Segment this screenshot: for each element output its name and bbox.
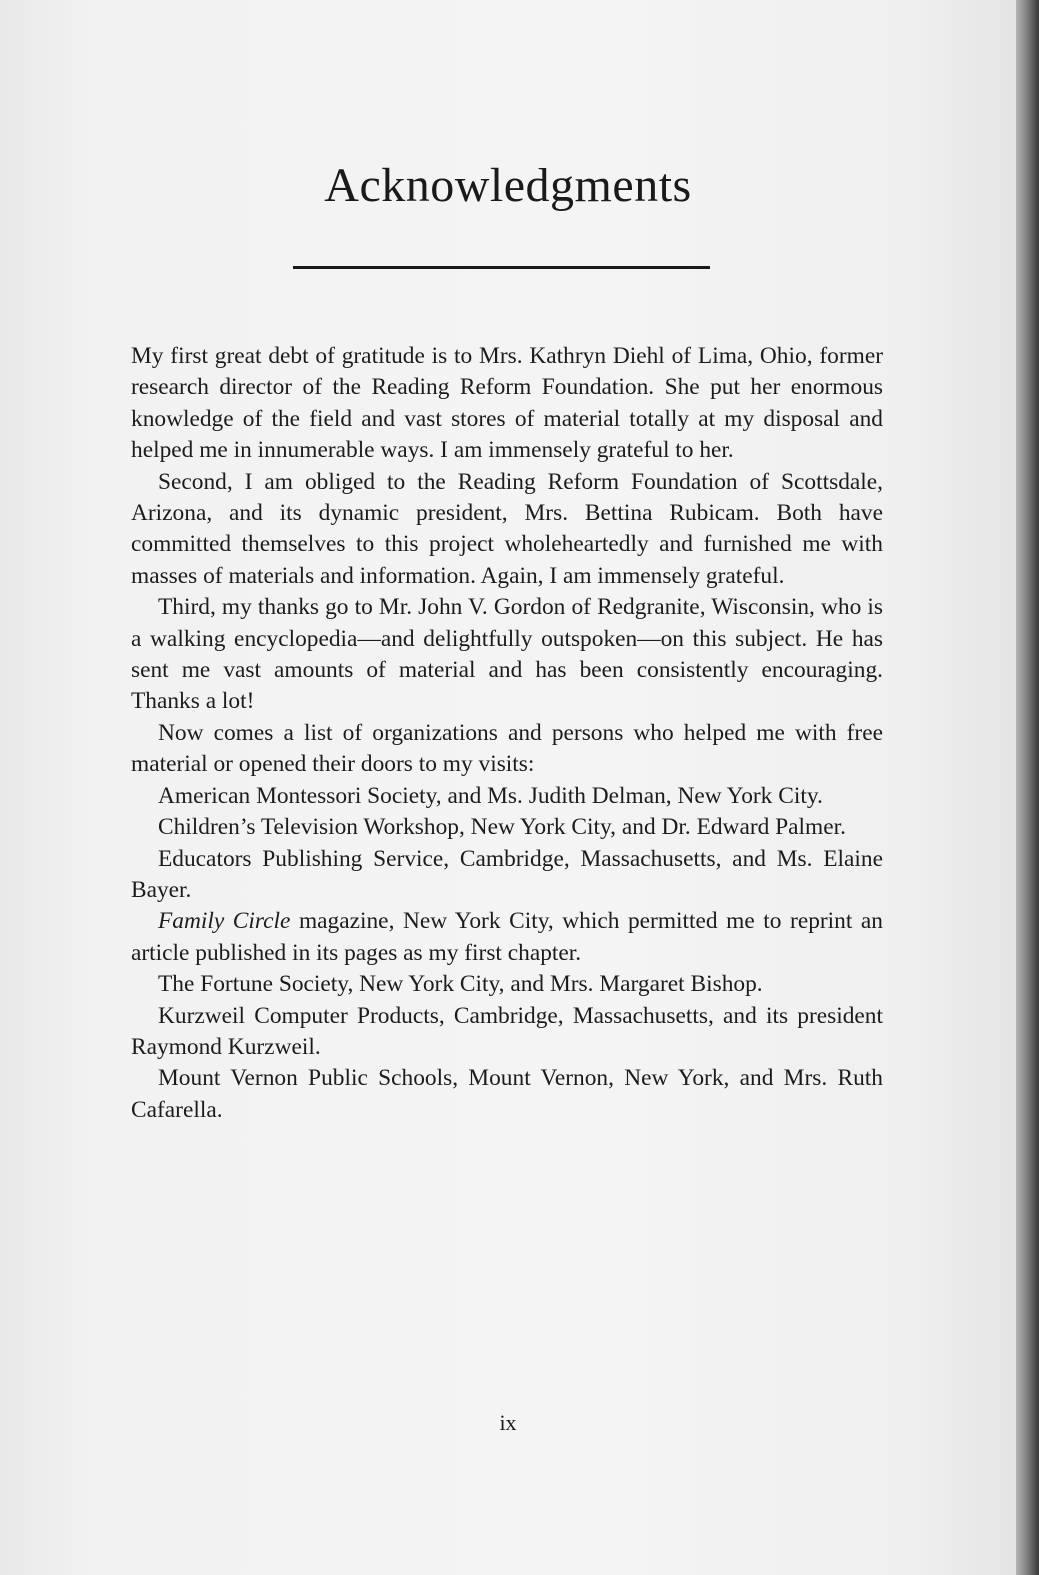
list-entry-kurzweil: Kurzweil Computer Products, Cambridge, Massachusetts, and its president Raymond Kurzweil. [131,1002,883,1060]
title-rule [293,266,710,269]
page-title: Acknowledgments [324,159,692,212]
body-text [131,341,883,1126]
list-entry-eps: Educators Publishing Service, Cambridge, Massachusetts, and Ms. Elaine Bayer. [131,845,883,903]
list-entry-mount-vernon: Mount Vernon Public Schools, Mount Vernon, New York, and Mrs. Ruth Cafarella. [131,1065,883,1123]
list-entry-montessori: American Montessori Society, and Ms. Judith Delman, New York City. [158,782,823,809]
magazine-title: Family Circle [158,908,291,935]
paragraph-1: My first great debt of gratitude is to Mrs. Kathryn Diehl of Lima, Ohio, former research director of the Reading Reform Foundation. She put her enormous knowledge of the field and vast stores of material totally at my disposal and helped me in innumerable ways. I am immensely grateful to her. [131,343,883,464]
list-entry-fortune: The Fortune Society, New York City, and Mrs. Margaret Bishop. [158,971,763,998]
paragraph-3: Third, my thanks go to Mr. John V. Gordon of Redgranite, Wisconsin, who is a walking encyclopedia—and delightfully outspoken—on this subject. He has sent me vast amounts of material and has been consistently encouraging. Thanks a lot! [131,594,883,715]
paragraph-4: Now comes a list of organizations and persons who helped me with free material or opened their doors to my visits: [131,719,883,778]
page-number: ix [499,1410,517,1435]
list-entry-family-circle [131,906,883,969]
page-edge-shadow [1016,0,1039,1575]
list-entry-ctw: Children’s Television Workshop, New York City, and Dr. Edward Palmer. [158,814,846,841]
family-circle-text: magazine, New York City, which permitted me to reprint an article published in its pages as my first chapter. [131,908,883,966]
paragraph-2: Second, I am obliged to the Reading Reform Foundation of Scottsdale, Arizona, and its dynamic president, Mrs. Bettina Rubicam. Both have committed themselves to this project wholeheartedly and furnished me with masses of materials and information. Again, I am immensely grateful. [131,468,883,589]
